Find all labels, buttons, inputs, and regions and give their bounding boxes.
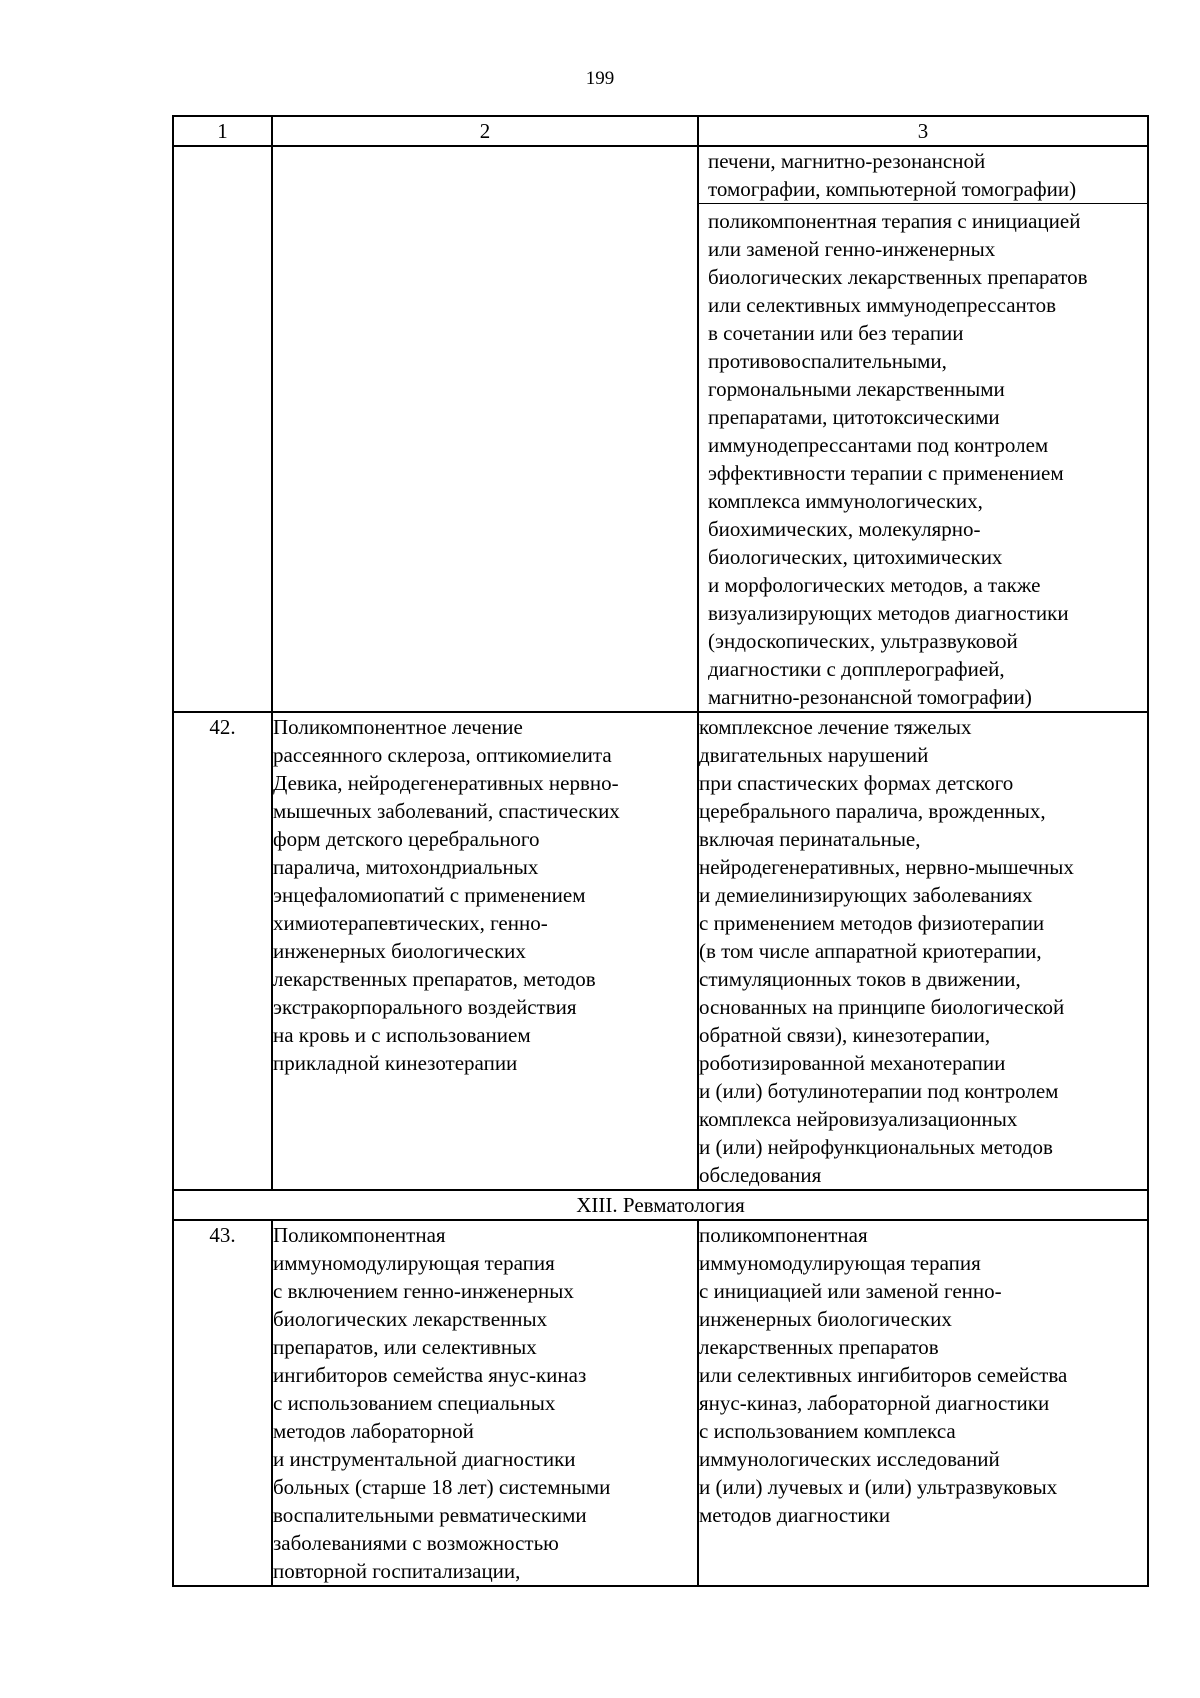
text-line: биологических, цитохимических: [708, 545, 1003, 569]
text-line: биологических лекарственных препаратов: [708, 265, 1088, 289]
text-line: прикладной кинезотерапии: [273, 1051, 518, 1075]
text-line: препаратами, цитотоксическими: [708, 405, 1000, 429]
header-col-3: 3: [698, 116, 1148, 146]
text-line: печени, магнитно-резонансной: [708, 149, 986, 173]
text-line: с включением генно-инженерных: [273, 1279, 574, 1303]
text-line: инженерных биологических: [699, 1307, 952, 1331]
text-line: томографии, компьютерной томографии): [708, 177, 1077, 201]
text-line: форм детского церебрального: [273, 827, 540, 851]
text-line: церебрального паралича, врожденных,: [699, 799, 1046, 823]
text-line: мышечных заболеваний, спастических: [273, 799, 620, 823]
text-line: нейродегенеративных, нервно-мышечных: [699, 855, 1074, 879]
text-line: методов лабораторной: [273, 1419, 474, 1443]
text-line: или селективных иммунодепрессантов: [708, 293, 1057, 317]
table-row-42: [173, 712, 1148, 1190]
text-line: двигательных нарушений: [699, 743, 929, 767]
text-line: инженерных биологических: [273, 939, 526, 963]
text-line: препаратов, или селективных: [273, 1335, 537, 1359]
text-line: с использованием специальных: [273, 1391, 556, 1415]
treatment-method-part-1: [699, 147, 1147, 204]
table-row-continuation: [173, 146, 1148, 712]
text-line: поликомпонентная: [699, 1223, 868, 1247]
table-row-43: [173, 1220, 1148, 1586]
text-line: комплексное лечение тяжелых: [699, 715, 972, 739]
text-line: комплекса нейровизуализационных: [699, 1107, 1018, 1131]
text-line: и (или) ботулинотерапии под контролем: [699, 1079, 1059, 1103]
text-line: на кровь и с использованием: [273, 1023, 531, 1047]
treatment-method-cell: [698, 1220, 1148, 1586]
text-line: эффективности терапии с применением: [708, 461, 1064, 485]
text-line: в сочетании или без терапии: [708, 321, 964, 345]
page-number: 199: [585, 68, 615, 89]
text-line: роботизированной механотерапии: [699, 1051, 1006, 1075]
text-line: и (или) нейрофункциональных методов: [699, 1135, 1053, 1159]
row-number: 42.: [173, 712, 272, 1190]
text-line: комплекса иммунологических,: [708, 489, 983, 513]
text-line: Поликомпонентная: [273, 1223, 446, 1247]
text-line: рассеянного склероза, оптикомиелита: [273, 743, 612, 767]
table-header-row: [173, 116, 1148, 146]
treatment-method-cell: [698, 712, 1148, 1190]
text-line: (эндоскопических, ультразвуковой: [708, 629, 1018, 653]
text-line: Девика, нейродегенеративных нервно-: [273, 771, 619, 795]
text-line: при спастических формах детского: [699, 771, 1014, 795]
text-line: и (или) лучевых и (или) ультразвуковых: [699, 1475, 1058, 1499]
text-line: экстракорпорального воздействия: [273, 995, 577, 1019]
text-line: методов диагностики: [699, 1503, 891, 1527]
text-line: и демиелинизирующих заболеваниях: [699, 883, 1033, 907]
section-title: XIII. Ревматология: [173, 1190, 1148, 1220]
text-line: повторной госпитализации,: [273, 1559, 521, 1583]
treatment-method-part-2: [699, 204, 1147, 711]
text-line: химиотерапевтических, генно-: [273, 911, 548, 935]
text-line: биологических лекарственных: [273, 1307, 548, 1331]
text-line: иммунодепрессантами под контролем: [708, 433, 1049, 457]
treatment-method-cell: [698, 146, 1148, 712]
text-line: янус-киназ, лабораторной диагностики: [699, 1391, 1050, 1415]
text-line: включая перинатальные,: [699, 827, 921, 851]
text-line: ингибиторов семейства янус-киназ: [273, 1363, 587, 1387]
text-line: диагностики с допплерографией,: [708, 657, 1005, 681]
text-line: гормональными лекарственными: [708, 377, 1005, 401]
text-line: и инструментальной диагностики: [273, 1447, 576, 1471]
text-line: иммуномодулирующая терапия: [273, 1251, 555, 1275]
text-line: визуализирующих методов диагностики: [708, 601, 1069, 625]
row-number: 43.: [173, 1220, 272, 1586]
text-line: или селективных ингибиторов семейства: [699, 1363, 1068, 1387]
procedure-name-cell: [272, 1220, 698, 1586]
text-line: и морфологических методов, а также: [708, 573, 1041, 597]
text-line: паралича, митохондриальных: [273, 855, 539, 879]
medical-procedures-table: [172, 115, 1149, 1587]
text-line: больных (старше 18 лет) системными: [273, 1475, 611, 1499]
text-line: биохимических, молекулярно-: [708, 517, 981, 541]
row-number: [173, 146, 272, 712]
text-line: основанных на принципе биологической: [699, 995, 1065, 1019]
header-col-2: 2: [272, 116, 698, 146]
text-line: лекарственных препаратов: [699, 1335, 939, 1359]
text-line: иммунологических исследований: [699, 1447, 1000, 1471]
text-line: стимуляционных токов в движении,: [699, 967, 1021, 991]
text-line: обратной связи), кинезотерапии,: [699, 1023, 991, 1047]
text-line: противовоспалительными,: [708, 349, 947, 373]
text-line: поликомпонентная терапия с инициацией: [708, 209, 1081, 233]
text-line: (в том числе аппаратной криотерапии,: [699, 939, 1042, 963]
text-line: заболеваниями с возможностью: [273, 1531, 559, 1555]
text-line: иммуномодулирующая терапия: [699, 1251, 981, 1275]
procedure-name-cell: [272, 146, 698, 712]
text-line: воспалительными ревматическими: [273, 1503, 587, 1527]
text-line: лекарственных препаратов, методов: [273, 967, 596, 991]
section-row: [173, 1190, 1148, 1220]
text-line: с инициацией или заменой генно-: [699, 1279, 1002, 1303]
text-line: обследования: [699, 1163, 822, 1187]
text-line: магнитно-резонансной томографии): [708, 685, 1032, 709]
text-line: с использованием комплекса: [699, 1419, 956, 1443]
text-line: с применением методов физиотерапии: [699, 911, 1045, 935]
text-line: Поликомпонентное лечение: [273, 715, 523, 739]
procedure-name-cell: [272, 712, 698, 1190]
header-col-1: 1: [173, 116, 272, 146]
text-line: или заменой генно-инженерных: [708, 237, 996, 261]
text-line: энцефаломиопатий с применением: [273, 883, 586, 907]
